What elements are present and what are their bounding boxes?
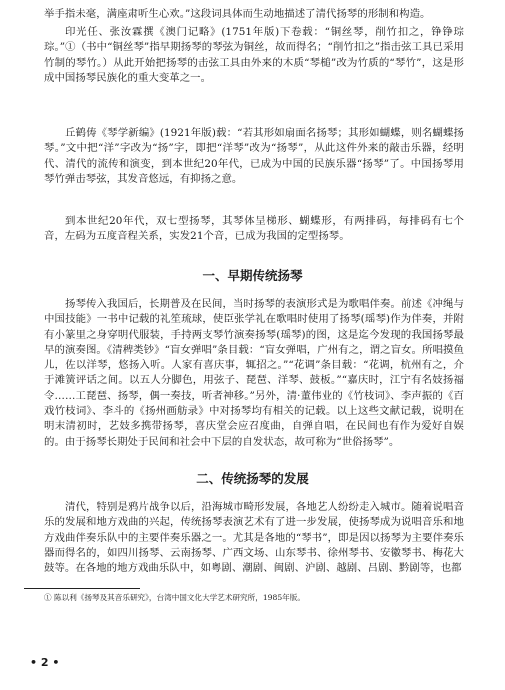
paragraph-continued: 举手指未毫，满座肃听生心欢。”这段词具体而生动地描述了清代扬琴的形制和构造。	[44, 8, 431, 20]
page-number: • 2 •	[30, 656, 60, 669]
section-heading-development: 二、传统扬琴的发展	[196, 471, 309, 486]
paragraph-aomen-jilue: 印光任、张汝霖撰《澳门记略》(1751年版)下卷载：“铜丝琴，削竹扣之，铮铮琮琮。”①（书中“铜丝琴”指早期扬琴的琴弦为铜丝，故而得名；“削竹扣之”指击弦工具已采用竹制的琴竹。）从此开始把扬琴的击弦工具由外来的木质“琴槌”改为竹质的“琴竹”，这是形成中国扬琴民族化的重大变革之一。	[44, 26, 464, 84]
section-heading-early: 一、早期传统扬琴	[202, 268, 303, 283]
footnote: ① 陈以利《扬琴及其音乐研究》，台湾中国文化大学艺术研究所，1985年版。	[44, 593, 305, 602]
footnote-rule	[24, 588, 140, 589]
paragraph-early-yangqin: 扬琴传入我国后，长期普及在民间，当时扬琴的表演形式是为歌唱伴奏。前述《冲绳与中国技能》一书中记载的礼笙琉球，使臣张学礼在歌唱时使用了扬琴(瑶琴)作为伴奏，并附有小篆里之身穿明代服装，手持两支琴竹演奏扬琴(瑶琴)的图，这是迄今发现的我国扬琴最早的演奏图。《清稗类钞》“盲女弹唱”条目载：“盲女弹唱，广州有之，谓之盲女。所唱摸鱼儿，佐以洋琴，悠扬入听。人家有喜庆事，辄招之。”“花调”条目载：“花调，杭州有之，介于滩簧评话之间。以五人分脚色，用弦子、琵琶、洋琴、鼓板。”“嘉庆时，江宁有名妓扬福令……工琵琶、扬琴，偶一奏技，听者神移。”另外，清·董伟业的《竹枝词》、李声振的《百戏竹枝词》、李斗的《扬州画舫录》中对扬琴均有相关的记载。以上这些文献记载，说明在明末清初时，艺妓多携带扬琴，喜庆堂会应召度曲，自弹自唱，在民间也有作为爱好自娱的。由于扬琴长期处于民间和社会中下层的自发状态，故可称为“世俗扬琴”。	[44, 298, 464, 448]
paragraph-qinxue-xinbian: 丘鹤俦《琴学新编》(1921年版)载：“若其形如扇面名扬琴；其形如蝴蝶，则名蝴蝶扬琴。”文中把“洋”字改为“扬”字，即把“洋琴”改为“扬琴”，从此这件外来的敲击乐器，经明代、清代的流传和演变，到本世纪20年代，已成为中国的民族乐器“扬琴”了。中国扬琴用琴竹弹击琴弦，其发音悠远，有抑扬之意。	[44, 127, 464, 185]
paragraph-development: 清代，特别是鸦片战争以后，沿海城市畸形发展，各地艺人纷纷走入城市。随着说唱音乐的发展和地方戏曲的兴起，传统扬琴表演艺术有了进一步发展，使扬琴成为说唱音乐和地方戏曲伴奏乐队中的主要伴奏乐器之一。尤其是各地的“琴书”，即是因以扬琴为主要伴奏乐器而得名的，如四川扬琴、云南扬琴、广西文场、山东琴书、徐州琴书、安徽琴书、梅花大鼓等。在各地的地方戏曲乐队中，如粤剧、潮剧、闽剧、沪剧、越剧、吕剧、黔剧等，也都	[44, 501, 464, 575]
paragraph-20th-century: 到本世纪20年代，双七型扬琴，其琴体呈梯形、蝴蝶形，有两排码，每排码有七个音，左码为五度音程关系，实发21个音，已成为我国的定型扬琴。	[44, 215, 464, 243]
